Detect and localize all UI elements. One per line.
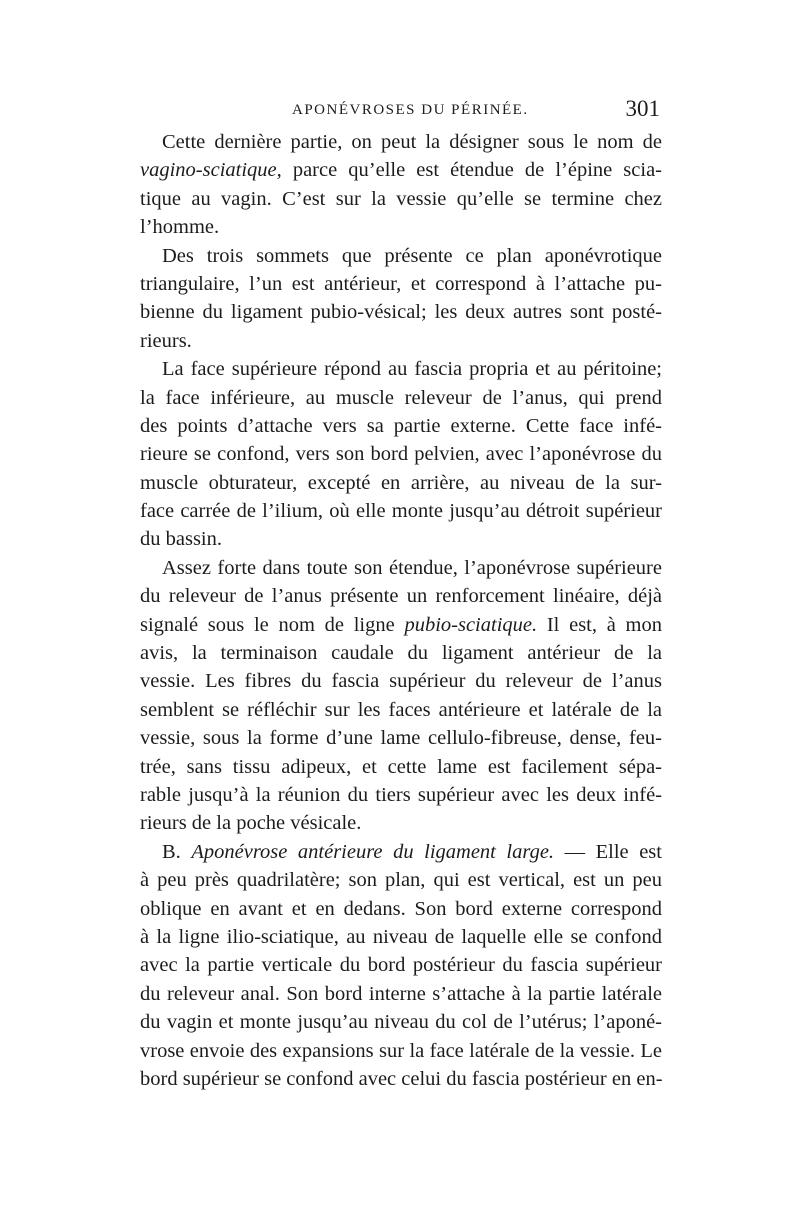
text-line <box>140 213 662 241</box>
text-line <box>140 809 662 837</box>
text-line <box>140 355 662 383</box>
text-line <box>140 242 662 270</box>
running-title: APONÉVROSES DU PÉRINÉE. <box>292 102 529 118</box>
text-line <box>140 1065 662 1093</box>
text-segment: oblique en avant et en dedans. Son bord externe correspond <box>140 897 662 920</box>
text-segment: Il est, à mon <box>537 613 662 636</box>
text-line <box>140 1037 662 1065</box>
text-segment: du bassin. <box>140 528 222 551</box>
text-line <box>140 838 662 866</box>
text-line <box>140 923 662 951</box>
text-line <box>140 866 662 894</box>
italic-text: pubio-sciatique. <box>404 613 538 636</box>
text-segment: rable jusqu’à la réunion du tiers supérieur avec les deux infé- <box>140 783 662 806</box>
text-segment: du vagin et monte jusqu’au niveau du col de l’utérus; l’aponé- <box>140 1011 662 1034</box>
text-line <box>140 440 662 468</box>
text-segment: rieure se confond, vers son bord pelvien, avec l’aponévrose du <box>140 443 662 466</box>
text-line <box>140 128 662 156</box>
text-segment: trée, sans tissu adipeux, et cette lame est facilement sépa- <box>140 755 662 778</box>
text-line <box>140 298 662 326</box>
text-line <box>140 1008 662 1036</box>
text-line <box>140 497 662 525</box>
italic-text: Aponévrose antérieure du ligament large. <box>191 840 555 863</box>
text-segment: à peu près quadrilatère; son plan, qui est vertical, est un peu <box>140 869 662 892</box>
text-line <box>140 469 662 497</box>
text-line <box>140 639 662 667</box>
text-line <box>140 951 662 979</box>
text-line <box>140 384 662 412</box>
text-line <box>140 980 662 1008</box>
text-segment: l’homme. <box>140 216 220 239</box>
text-line <box>140 525 662 553</box>
text-segment: semblent se réfléchir sur les faces antérieure et latérale de la <box>140 698 662 721</box>
text-segment: vrose envoie des expansions sur la face latérale de la vessie. Le <box>140 1039 662 1062</box>
text-segment: B. <box>162 840 192 863</box>
text-segment: Assez forte dans toute son étendue, l’aponévrose supérieure <box>162 556 662 579</box>
text-segment: Cette dernière partie, on peut la désigner sous le nom de <box>162 131 662 153</box>
text-line <box>140 582 662 610</box>
page-number: 301 <box>625 96 660 121</box>
text-segment: muscle obturateur, excepté en arrière, au niveau de la sur- <box>140 471 662 494</box>
text-segment: avis, la terminaison caudale du ligament antérieur de la <box>140 642 662 665</box>
text-line <box>140 412 662 440</box>
text-segment: vessie, sous la forme d’une lame cellulo-fibreuse, dense, feu- <box>140 727 662 750</box>
text-segment: — Elle est <box>554 840 662 863</box>
text-segment: face carrée de l’ilium, où elle monte jusqu’au détroit supérieur <box>140 500 662 523</box>
text-segment: bienne du ligament pubio-vésical; les deux autres sont posté- <box>140 301 662 324</box>
text-segment: vessie. Les fibres du fascia supérieur du releveur de l’anus <box>140 670 662 693</box>
text-segment: La face supérieure répond au fascia propria et au péritoine; <box>162 358 662 381</box>
text-segment: signalé sous le nom de ligne <box>140 613 405 636</box>
text-segment: à la ligne ilio-sciatique, au niveau de laquelle elle se confond <box>140 925 662 948</box>
text-segment: des points d’attache vers sa partie externe. Cette face infé- <box>140 414 662 437</box>
running-head <box>140 96 662 126</box>
text-line <box>140 327 662 355</box>
italic-text: vagino-sciatique, <box>140 159 282 182</box>
body-text <box>140 128 662 1093</box>
text-segment: du releveur anal. Son bord interne s’attache à la partie latérale <box>140 982 662 1005</box>
text-line <box>140 895 662 923</box>
text-segment: rieurs de la poche vésicale. <box>140 812 362 835</box>
text-segment: la face inférieure, au muscle releveur de l’anus, qui prend <box>140 386 662 409</box>
text-line <box>140 696 662 724</box>
text-segment: parce qu’elle est étendue de l’épine scia- <box>281 159 662 182</box>
text-line <box>140 724 662 752</box>
text-segment: triangulaire, l’un est antérieur, et correspond à l’attache pu- <box>140 272 662 295</box>
text-segment: Des trois sommets que présente ce plan aponévrotique <box>162 244 662 267</box>
text-line <box>140 554 662 582</box>
text-line <box>140 156 662 184</box>
text-segment: du releveur de l’anus présente un renforcement linéaire, déjà <box>140 585 662 608</box>
text-line <box>140 667 662 695</box>
text-line <box>140 185 662 213</box>
text-segment: rieurs. <box>140 329 192 352</box>
text-segment: tique au vagin. C’est sur la vessie qu’elle se termine chez <box>140 187 662 210</box>
text-segment: bord supérieur se confond avec celui du fascia postérieur en en- <box>140 1067 663 1090</box>
text-segment: avec la partie verticale du bord postérieur du fascia supérieur <box>140 954 662 977</box>
text-line <box>140 781 662 809</box>
text-line <box>140 753 662 781</box>
text-line <box>140 611 662 639</box>
text-line <box>140 270 662 298</box>
